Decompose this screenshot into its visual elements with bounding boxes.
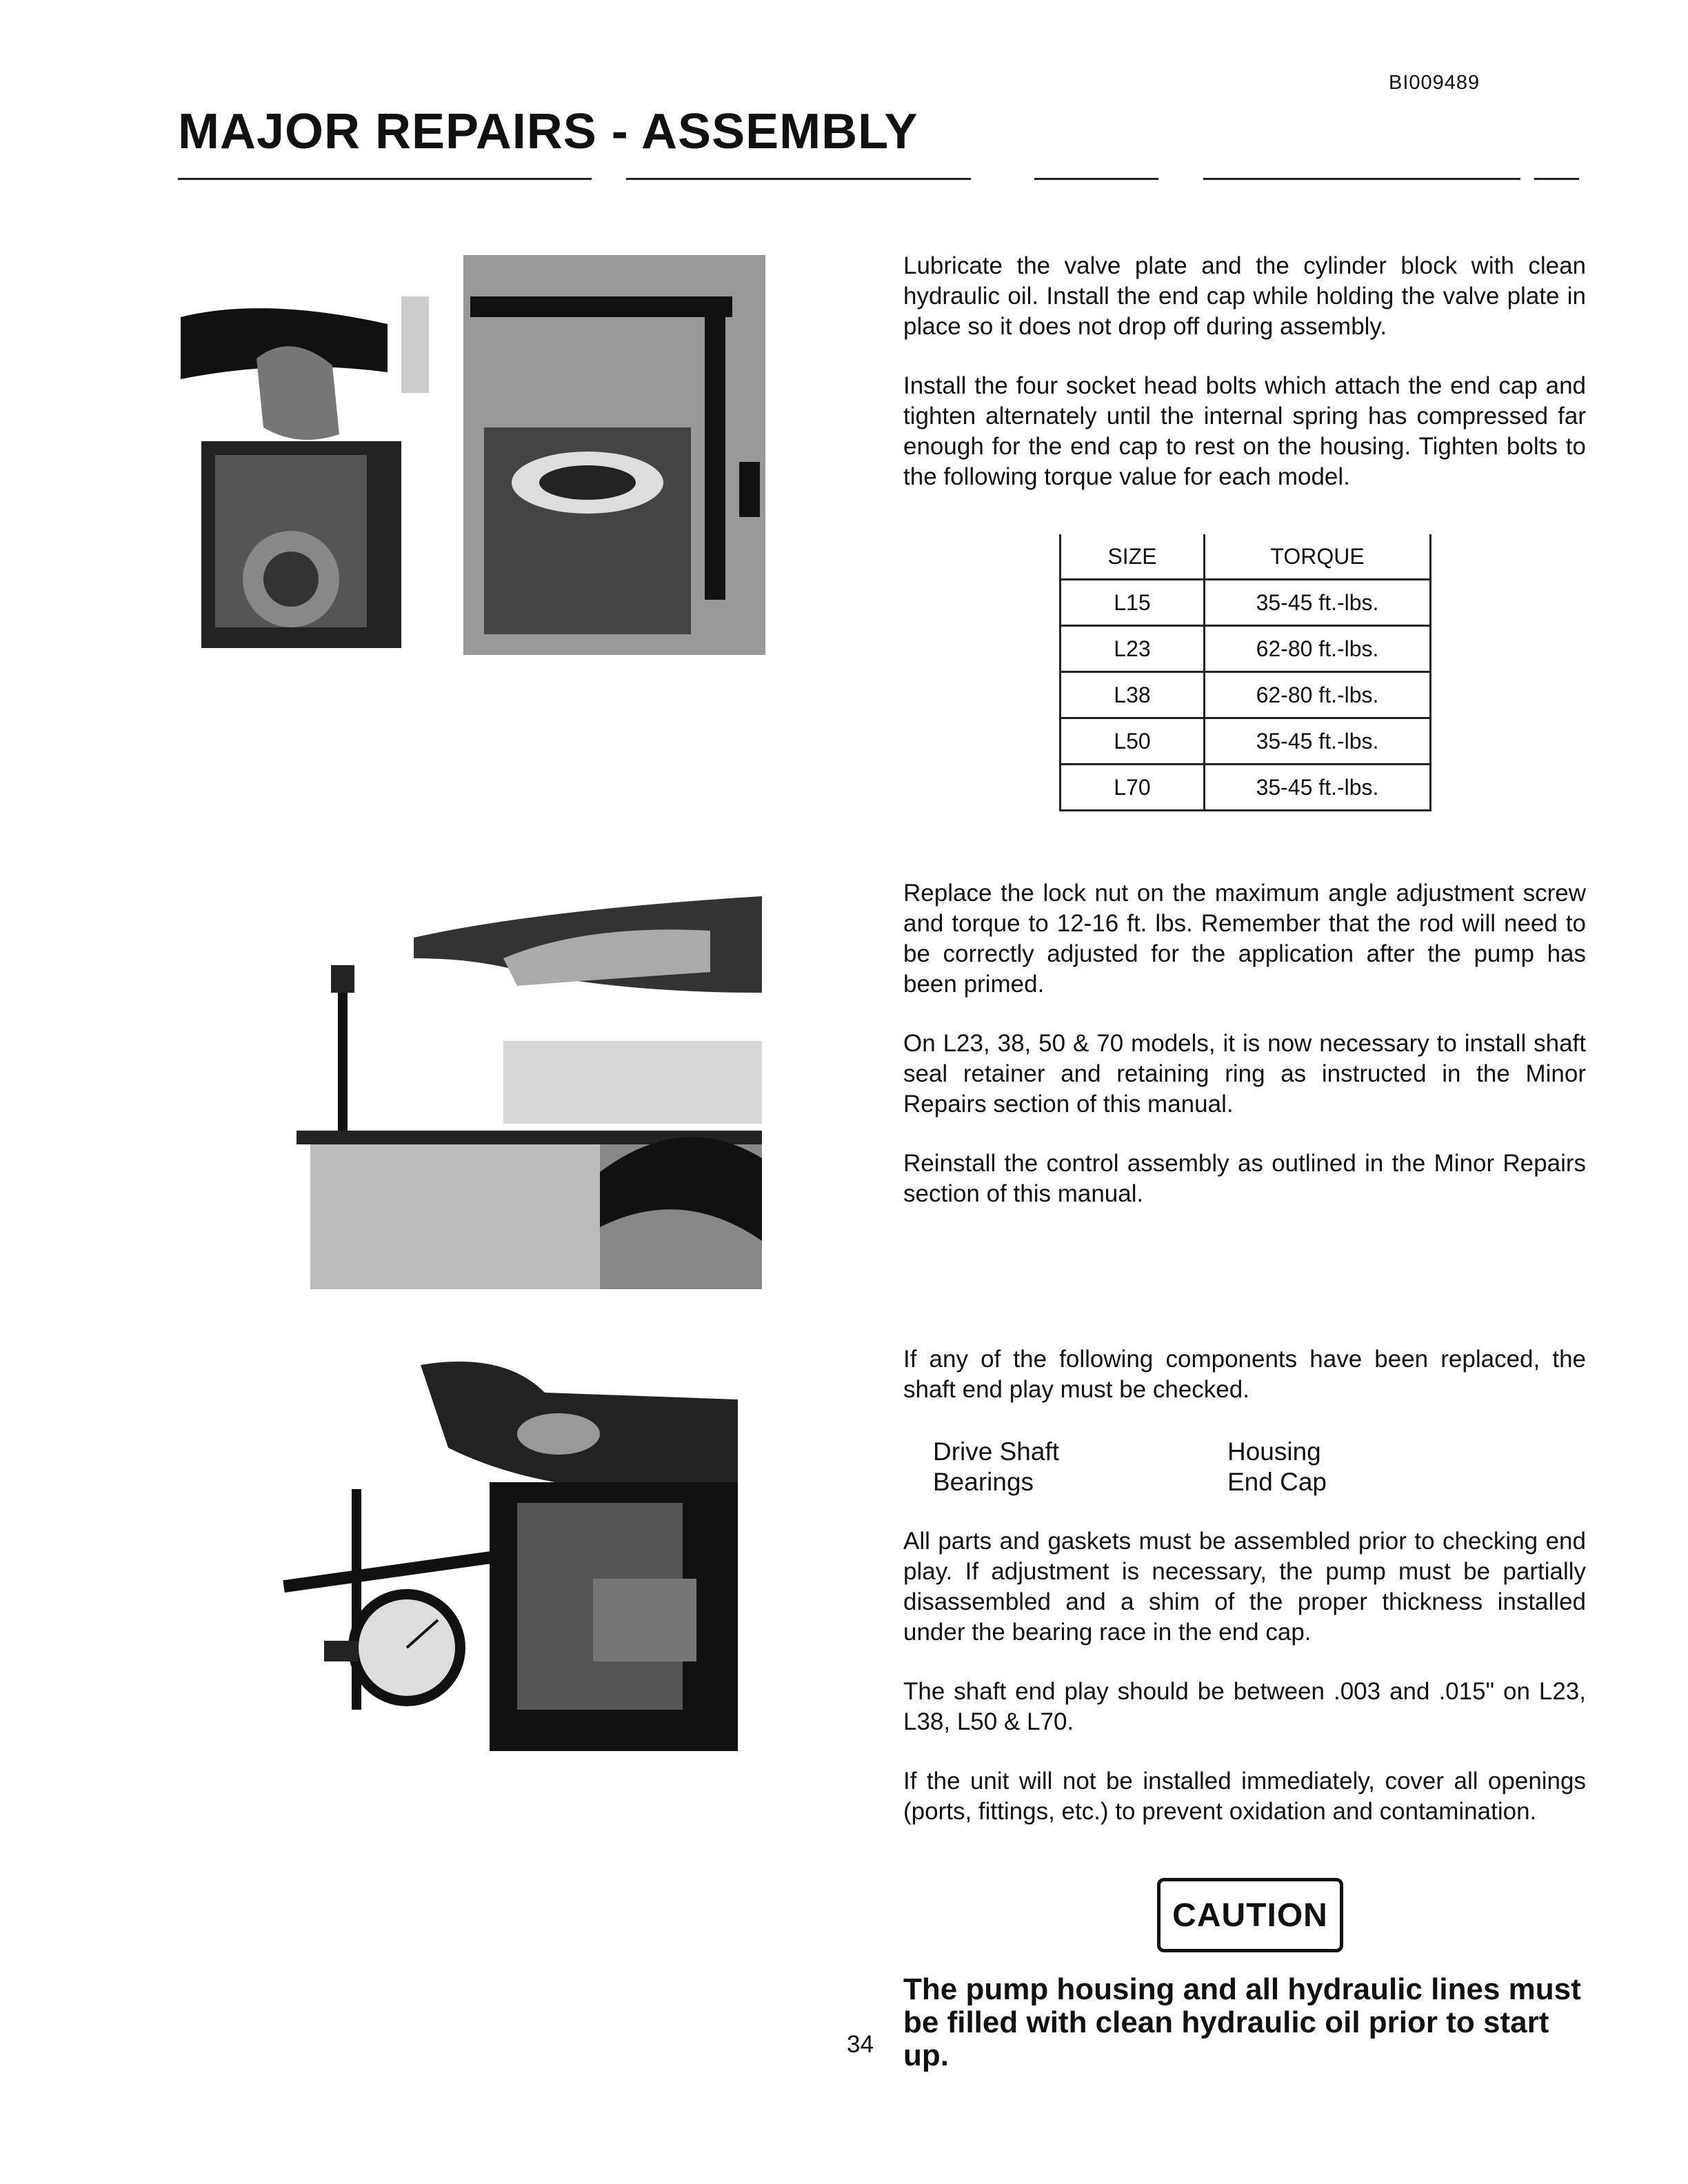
table-row xyxy=(1061,765,1431,811)
table-row xyxy=(1061,580,1431,626)
title-rule xyxy=(1034,178,1158,180)
photo-lock-nut-adjust xyxy=(297,882,762,1289)
table-row xyxy=(1061,718,1431,765)
instruction-paragraph: Reinstall the control assembly as outlined in the Minor Repairs section of this manual. xyxy=(903,1150,1586,1207)
page-title: MAJOR REPAIRS - ASSEMBLY xyxy=(178,104,918,159)
title-rule xyxy=(1534,178,1579,180)
instruction-paragraph: Replace the lock nut on the maximum angle adjustment screw and torque to 12-16 ft. lbs. Remember that the rod will need to be correctly adjusted for the application after the pump has been primed. xyxy=(903,880,1586,998)
page-number: 34 xyxy=(847,2031,874,2058)
column-header-torque: TORQUE xyxy=(1205,534,1431,580)
table-cell-size: L23 xyxy=(1061,626,1205,672)
title-rule xyxy=(1203,178,1520,180)
table-cell-torque: 62-80 ft.-lbs. xyxy=(1205,672,1431,718)
table-row xyxy=(1061,672,1431,718)
title-rule xyxy=(626,178,971,180)
component-item: Drive Shaft xyxy=(933,1437,1060,1466)
table-header-row xyxy=(1061,534,1431,580)
instruction-paragraph: All parts and gaskets must be assembled prior to checking end play. If adjustment is necessary, the pump must be partially disassembled and a shim of the proper thickness installed under the bearing race in the end cap. xyxy=(903,1528,1586,1646)
table-row xyxy=(1061,626,1431,672)
title-rule xyxy=(178,178,592,180)
photo-end-cap-install xyxy=(181,255,765,655)
table-cell-torque: 35-45 ft.-lbs. xyxy=(1205,580,1431,626)
instruction-paragraph: If the unit will not be installed immediately, cover all openings (ports, fittings, etc.) to prevent oxidation and contamination. xyxy=(903,1768,1586,1825)
instruction-paragraph: Lubricate the valve plate and the cylinder block with clean hydraulic oil. Install the end cap while holding the valve plate in place so it does not drop off during assembly. xyxy=(903,252,1586,340)
component-item: Housing xyxy=(1227,1437,1321,1466)
instruction-paragraph: On L23, 38, 50 & 70 models, it is now necessary to install shaft seal retainer and retaining ring as instructed in the Minor Repairs section of this manual. xyxy=(903,1030,1586,1118)
torque-table xyxy=(1059,534,1431,811)
table-cell-torque: 35-45 ft.-lbs. xyxy=(1205,765,1431,811)
caution-badge: CAUTION xyxy=(1157,1878,1343,1952)
caution-text: The pump housing and all hydraulic lines must be filled with clean hydraulic oil prior to start up. xyxy=(903,1972,1581,2072)
instruction-paragraph: Install the four socket head bolts which attach the end cap and tighten alternately until the internal spring has compressed far enough for the end cap to rest on the housing. Tighten bolts to the following torque value for each model. xyxy=(903,372,1586,490)
instruction-paragraph: The shaft end play should be between .003 and .015" on L23, L38, L50 & L70. xyxy=(903,1678,1586,1735)
column-header-size: SIZE xyxy=(1061,534,1205,580)
table-cell-size: L38 xyxy=(1061,672,1205,718)
table-cell-size: L50 xyxy=(1061,718,1205,765)
instruction-paragraph: If any of the following components have been replaced, the shaft end play must be checked. xyxy=(903,1346,1586,1403)
photo-end-play-check xyxy=(283,1351,738,1751)
component-item: End Cap xyxy=(1227,1468,1327,1496)
table-cell-torque: 35-45 ft.-lbs. xyxy=(1205,718,1431,765)
document-id: BI009489 xyxy=(1389,72,1480,94)
table-cell-size: L15 xyxy=(1061,580,1205,626)
table-cell-size: L70 xyxy=(1061,765,1205,811)
component-item: Bearings xyxy=(933,1468,1034,1496)
table-cell-torque: 62-80 ft.-lbs. xyxy=(1205,626,1431,672)
